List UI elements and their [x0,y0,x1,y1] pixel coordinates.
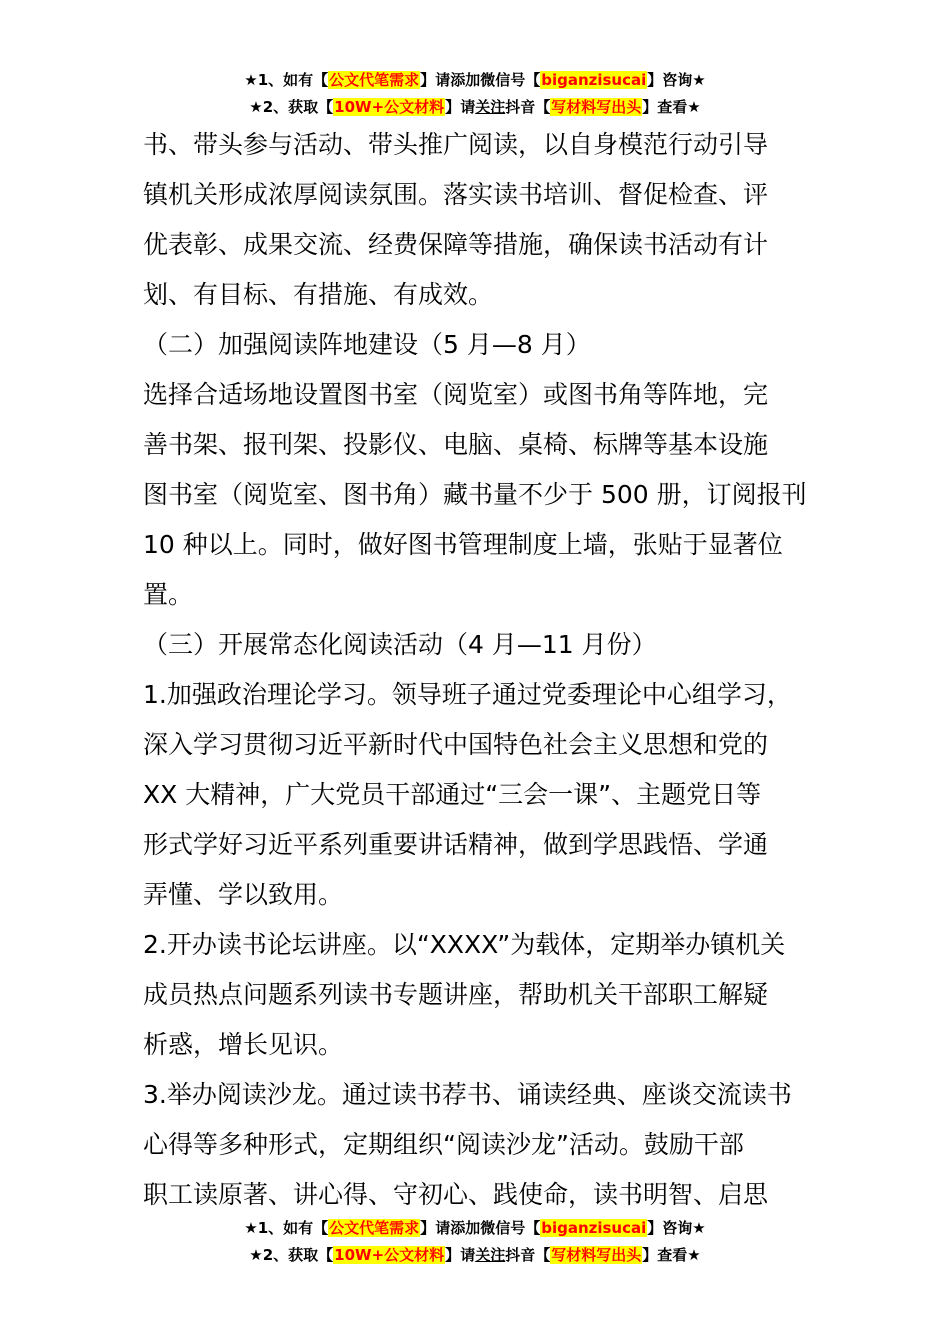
text-line: 善书架、报刊架、投影仪、电脑、桌椅、标牌等基本设施 [143,430,769,459]
text-line: 划、有目标、有措施、有成效。 [143,280,494,309]
banner-highlight: 写材料写出头 [551,98,642,116]
banner-bracket: 】 [420,71,436,89]
banner-highlight: 10W+公文材料 [334,98,445,116]
banner-underlined-text: 关注 [475,98,506,116]
text-line: 心得等多种形式，定期组织“阅读沙龙”活动。鼓励干部 [143,1130,744,1159]
banner-bracket: 】 [647,71,663,89]
banner-text: 抖音 [505,98,536,116]
banner-bracket: 【 [525,71,541,89]
text-line: 析惑，增长见识。 [143,1030,344,1059]
banner-line-1 [0,1215,950,1242]
banner-text: 咨询★ [662,1219,706,1237]
banner-line-2 [0,94,950,121]
text-line: XX 大精神，广大党员干部通过“三会一课”、主题党日等 [143,780,762,809]
banner-bracket: 【 [318,1246,334,1264]
banner-bracket: 【 [318,98,334,116]
banner-bracket: 【 [313,1219,329,1237]
section-heading: （三）开展常态化阅读活动（4 月—11 月份） [143,630,657,659]
banner-line-2 [0,1242,950,1269]
banner-highlight: 公文代笔需求 [329,1219,420,1237]
text-line: 镇机关形成浓厚阅读氛围。落实读书培训、督促检查、评 [143,180,769,209]
banner-highlight: biganzisucai [541,1219,647,1237]
banner-highlight: 公文代笔需求 [329,71,420,89]
text-line: 弄懂、学以致用。 [143,880,344,909]
banner-text: 请添加微信号 [435,1219,526,1237]
banner-text: ★1、如有 [244,1219,314,1237]
banner-bracket: 】 [445,98,461,116]
banner-bracket: 】 [642,1246,658,1264]
banner-bracket: 】 [445,1246,461,1264]
banner-text: 请 [460,98,476,116]
document-body [143,120,813,1220]
banner-text: ★2、获取 [249,98,319,116]
banner-bracket: 】 [420,1219,436,1237]
text-line: 形式学好习近平系列重要讲话精神，做到学思践悟、学通 [143,830,769,859]
banner-bracket: 【 [535,1246,551,1264]
banner-text: 咨询★ [662,71,706,89]
text-line: 职工读原著、讲心得、守初心、践使命，读书明智、启思 [143,1180,769,1209]
banner-bracket: 【 [525,1219,541,1237]
text-line: 图书室（阅览室、图书角）藏书量不少于 500 册，订阅报刊 [143,480,807,509]
text-line: 1.加强政治理论学习。领导班子通过党委理论中心组学习， [143,680,792,709]
footer-banner [0,1215,950,1269]
banner-highlight: biganzisucai [541,71,647,89]
banner-bracket: 【 [313,71,329,89]
text-line: 置。 [143,580,194,609]
text-line: 2.开办读书论坛讲座。以“XXXX”为载体，定期举办镇机关 [143,930,786,959]
banner-line-1 [0,67,950,94]
banner-underlined-text: 关注 [475,1246,506,1264]
banner-bracket: 】 [647,1219,663,1237]
banner-text: ★1、如有 [244,71,314,89]
banner-highlight: 10W+公文材料 [334,1246,445,1264]
banner-text: ★2、获取 [249,1246,319,1264]
text-line: 3.举办阅读沙龙。通过读书荐书、诵读经典、座谈交流读书 [143,1080,792,1109]
text-line: 成员热点问题系列读书专题讲座，帮助机关干部职工解疑 [143,980,769,1009]
banner-bracket: 【 [535,98,551,116]
text-line: 深入学习贯彻习近平新时代中国特色社会主义思想和党的 [143,730,769,759]
banner-text: 抖音 [505,1246,536,1264]
banner-text: 查看★ [657,1246,701,1264]
banner-bracket: 】 [642,98,658,116]
banner-text: 请添加微信号 [435,71,526,89]
text-line: 优表彰、成果交流、经费保障等措施，确保读书活动有计 [143,230,769,259]
header-banner [0,67,950,121]
section-heading: （二）加强阅读阵地建设（5 月—8 月） [143,330,591,359]
text-line: 选择合适场地设置图书室（阅览室）或图书角等阵地，完 [143,380,769,409]
banner-highlight: 写材料写出头 [551,1246,642,1264]
banner-text: 查看★ [657,98,701,116]
text-line: 10 种以上。同时，做好图书管理制度上墙，张贴于显著位 [143,530,783,559]
text-line: 书、带头参与活动、带头推广阅读，以自身模范行动引导 [143,130,769,159]
banner-text: 请 [460,1246,476,1264]
